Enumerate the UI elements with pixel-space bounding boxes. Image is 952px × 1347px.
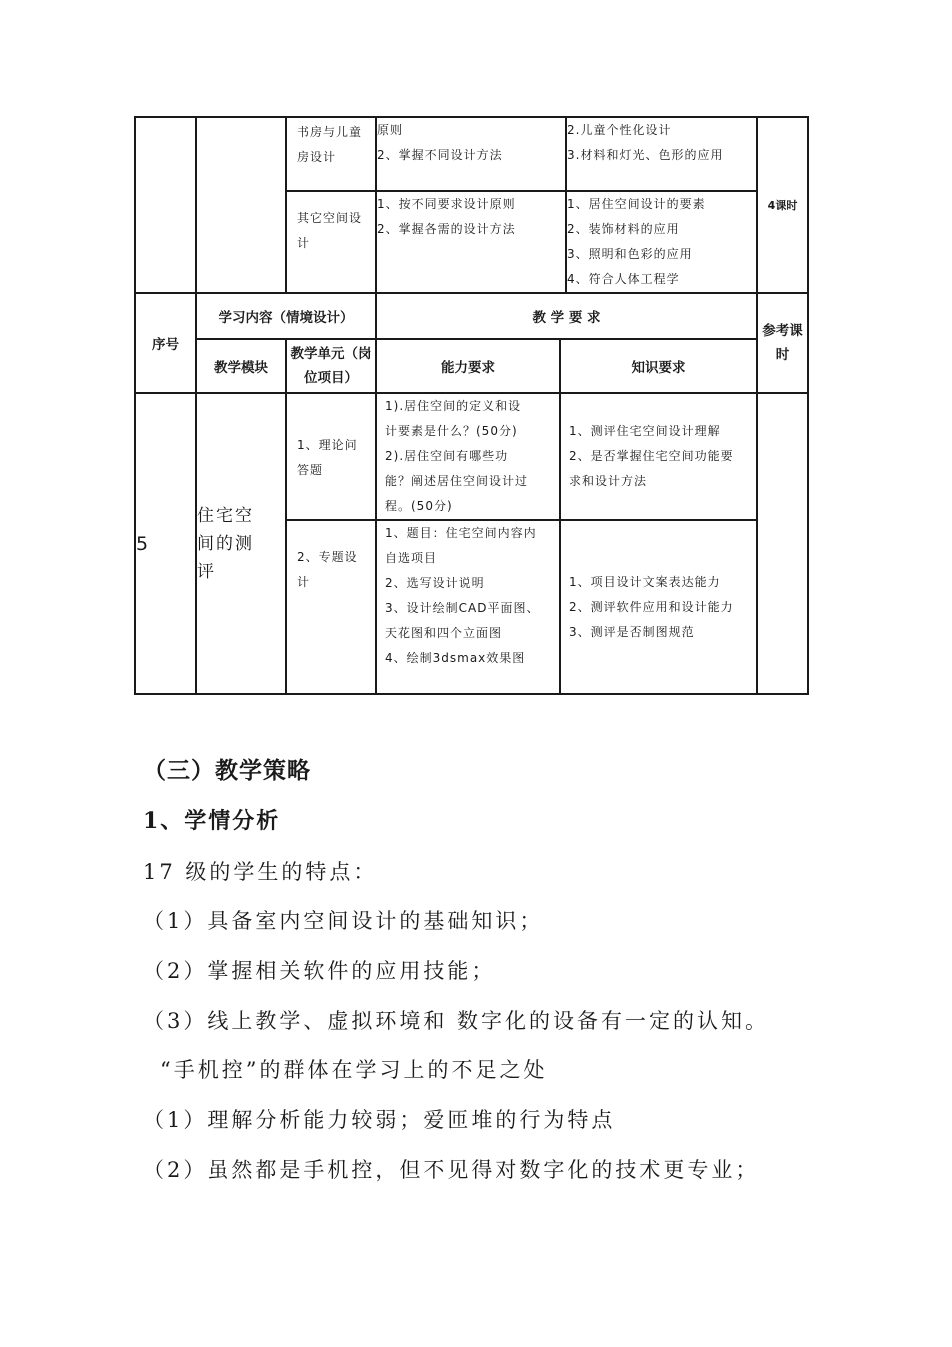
ability-cell xyxy=(376,393,560,520)
header-ability xyxy=(376,339,560,393)
unit-name: 其它空间设计 xyxy=(297,211,363,250)
continued-table xyxy=(134,116,809,294)
ability-line: 3、设计绘制CAD平面图、 xyxy=(385,601,540,615)
knowledge-cell xyxy=(566,117,757,191)
unit-cell xyxy=(286,191,376,293)
paragraph-line: （2）虽然都是手机控，但不见得对数字化的技术更专业； xyxy=(143,1158,760,1182)
seq-cell xyxy=(135,393,196,694)
unit-cell xyxy=(286,393,376,520)
header-module xyxy=(196,339,286,393)
header-hours xyxy=(757,293,808,393)
ability-line: 能？阐述居住空间设计过 xyxy=(385,474,529,488)
ability-line: 4、绘制3dsmax效果图 xyxy=(385,651,526,665)
knowledge-line: 4、符合人体工程学 xyxy=(567,272,680,286)
ability-cell xyxy=(376,191,566,293)
header-hours-label: 参考课时 xyxy=(762,323,803,363)
curriculum-table xyxy=(134,292,809,695)
ability-line: 程。(50分) xyxy=(385,499,453,513)
ability-cell xyxy=(376,117,566,191)
header-requirements-label: 教 学 要 求 xyxy=(532,310,601,326)
ability-line: 2、掌握各需的设计方法 xyxy=(377,222,516,236)
paragraph-line: （1）具备室内空间设计的基础知识； xyxy=(143,909,544,933)
module-name: 住宅空间的测评 xyxy=(197,505,254,582)
header-content xyxy=(196,293,376,339)
header-unit xyxy=(286,339,376,393)
ability-line: 2、选写设计说明 xyxy=(385,576,485,590)
knowledge-line: 1、项目设计文案表达能力 xyxy=(569,574,721,589)
section-heading: （三）教学策略 xyxy=(143,757,311,784)
unit-cell xyxy=(286,117,376,191)
hours-cell-empty xyxy=(757,393,808,694)
knowledge-line: 2.儿童个性化设计 xyxy=(567,123,672,137)
paragraph-line: （1）理解分析能力较弱；爱匝堆的行为特点 xyxy=(143,1108,616,1132)
knowledge-line: 求和设计方法 xyxy=(569,474,648,488)
paragraph-line: （2）掌握相关软件的应用技能； xyxy=(143,959,496,983)
knowledge-cell xyxy=(560,520,757,694)
seq-cell-empty xyxy=(135,117,196,293)
knowledge-line: 1、测评住宅空间设计理解 xyxy=(569,424,721,438)
paragraph-line: “手机控”的群体在学习上的不足之处 xyxy=(160,1058,548,1082)
header-knowledge-label: 知识要求 xyxy=(631,360,686,376)
ability-line: 1、题目：住宅空间内容内 xyxy=(385,526,537,540)
paragraph-line: 17 级的学生的特点： xyxy=(143,860,378,884)
header-requirements xyxy=(376,293,757,339)
ability-line: 2、掌握不同设计方法 xyxy=(377,148,503,162)
ability-line: 2).居住空间有哪些功 xyxy=(385,449,509,463)
subsection-heading: 1、学情分析 xyxy=(143,808,281,834)
module-cell xyxy=(196,393,286,694)
module-cell-empty xyxy=(196,117,286,293)
ability-line: 原则 xyxy=(377,123,404,137)
knowledge-line: 1、居住空间设计的要素 xyxy=(567,197,706,211)
hours-cell xyxy=(757,117,808,293)
header-seq xyxy=(135,293,196,393)
unit-name: 书房与儿童房设计 xyxy=(297,125,363,164)
ability-line: 1).居住空间的定义和设 xyxy=(385,399,522,413)
knowledge-line: 2、是否掌握住宅空间功能要 xyxy=(569,449,734,463)
header-module-label: 教学模块 xyxy=(214,360,268,376)
header-seq-label: 序号 xyxy=(152,337,179,353)
knowledge-cell xyxy=(566,191,757,293)
ability-line: 1、按不同要求设计原则 xyxy=(377,197,516,211)
ability-line: 自选项目 xyxy=(385,551,438,565)
header-ability-label: 能力要求 xyxy=(441,360,495,376)
knowledge-cell xyxy=(560,393,757,520)
ability-cell xyxy=(376,520,560,694)
knowledge-line: 2、测评软件应用和设计能力 xyxy=(569,599,734,614)
ability-line: 天花图和四个立面图 xyxy=(385,626,503,640)
header-knowledge xyxy=(560,339,757,393)
knowledge-line: 3.材料和灯光、色形的应用 xyxy=(567,148,724,162)
unit-name: 2、专题设计 xyxy=(297,550,358,589)
unit-cell xyxy=(286,520,376,694)
ability-line: 计要素是什么？(50分) xyxy=(385,424,518,438)
header-unit-label: 教学单元（岗位项目） xyxy=(290,346,372,386)
hours-value: 4课时 xyxy=(767,199,798,212)
unit-name: 1、理论问答题 xyxy=(297,437,358,477)
header-content-label: 学习内容（情境设计） xyxy=(218,310,354,326)
knowledge-line: 3、测评是否制图规范 xyxy=(569,624,695,639)
seq-value: 5 xyxy=(136,532,151,555)
paragraph-line: （3）线上教学、虚拟环境和 数字化的设备有一定的认知。 xyxy=(143,1009,770,1033)
knowledge-line: 3、照明和色彩的应用 xyxy=(567,247,693,261)
knowledge-line: 2、装饰材料的应用 xyxy=(567,222,680,236)
